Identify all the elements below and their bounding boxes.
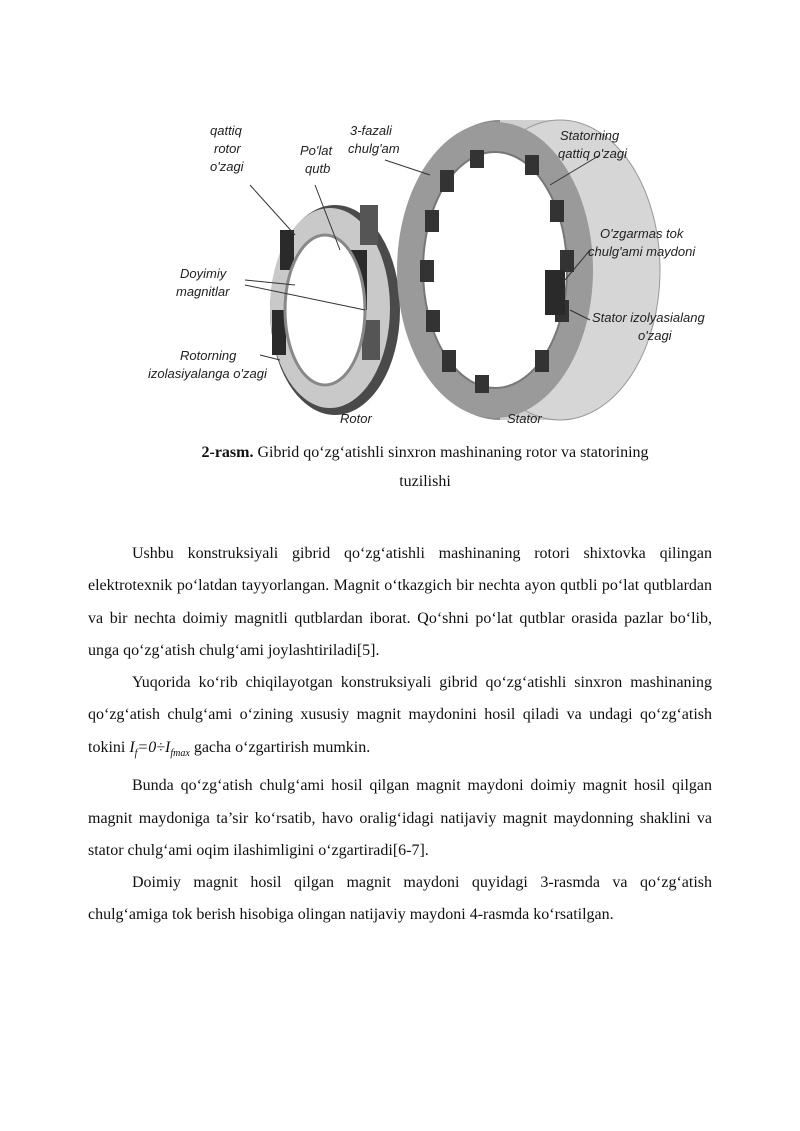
label-steel-pole-1: Po'lat (300, 143, 333, 158)
formula-sub-fmax: fmax (170, 747, 190, 759)
label-stator: Stator (507, 411, 542, 426)
caption-text-2: tuzilishi (399, 473, 451, 490)
label-rotor-insulated-2: izolasiyalanga o'zagi (148, 366, 267, 381)
label-rotor-core-1: qattiq (210, 123, 242, 138)
label-magnets-2: magnitlar (176, 284, 230, 299)
label-dc-field-1: O'zgarmas tok (600, 226, 684, 241)
formula-mid: =0÷I (137, 738, 171, 756)
caption-line-1 (150, 438, 700, 467)
label-magnets-1: Doyimiy (180, 266, 227, 281)
caption-text-1: Gibrid qo‘zg‘atishli sinxron mashinaning rotor va statorining (257, 444, 649, 461)
label-rotor: Rotor (340, 411, 372, 426)
rotor-stator-illustration (130, 110, 730, 435)
label-rotor-insulated-1: Rotorning (180, 348, 237, 363)
paragraph-4: Doimiy magnit hosil qilgan magnit maydoni quyidagi 3-rasmda va qo‘zg‘atish chulg‘amiga tok berish hisobiga olingan natijaviy maydoni 4-rasmda ko‘rsatilgan. (88, 874, 712, 924)
label-stator-core-1: Statorning (560, 128, 620, 143)
label-winding-1: 3-fazali (350, 123, 392, 138)
formula-sub-f: f (134, 747, 138, 759)
paragraph-2 (88, 667, 712, 770)
label-winding-2: chulg'am (348, 141, 400, 156)
label-rotor-core-3: o'zagi (210, 159, 244, 174)
stator-drawing (397, 120, 660, 420)
figure-caption (150, 438, 700, 496)
label-rotor-core-2: rotor (214, 141, 241, 156)
label-dc-field-2: chulg'ami maydoni (588, 244, 696, 259)
label-steel-pole-2: qutb (305, 161, 331, 176)
paragraph-3: Bunda qo‘zg‘atish chulg‘ami hosil qilgan magnit maydoni doimiy magnit hosil qilgan magnit maydoniga ta’sir ko‘rsatib, havo oralig‘idagi natijaviy magnit maydonning shaklini va stator chulg‘ami oqim ilashimligini o‘zgartiradi[6-7]. (88, 777, 712, 859)
body-text (88, 538, 712, 932)
machine-figure (130, 110, 730, 435)
caption-number: 2-rasm. (201, 444, 254, 461)
label-stator-core-2: qattiq o'zagi (558, 146, 627, 161)
paragraph-1: Ushbu konstruksiyali gibrid qo‘zg‘atishli mashinaning rotori shixtovka qilingan elektrotexnik po‘latdan tayyorlangan. Magnit o‘tkazgich bir nechta ayon qutbli po‘lat qutblardan va bir nechta doimiy magnitli qutblardan iborat. Qo‘shni po‘lat qutblar orasida pazlar bo‘lib, unga qo‘zg‘atish chulg‘ami joylashtiriladi[5]. (88, 545, 712, 659)
paragraph-2-end: gacha o‘zgartirish mumkin. (189, 738, 371, 756)
label-stator-insulated-2: o'zagi (638, 328, 672, 343)
formula-i: I (129, 738, 135, 756)
paragraph-2-start: Yuqorida ko‘rib chiqilayotgan konstruksiyali gibrid qo‘zg‘atishli sinxron mashinaning qo‘zg‘atish chulg‘ami o‘zining xususiy magnit maydonini hosil qiladi va undagi qo‘zg‘atish tokini (88, 674, 712, 756)
label-stator-insulated-1: Stator izolyasialang (592, 310, 705, 325)
current-formula (129, 738, 190, 759)
